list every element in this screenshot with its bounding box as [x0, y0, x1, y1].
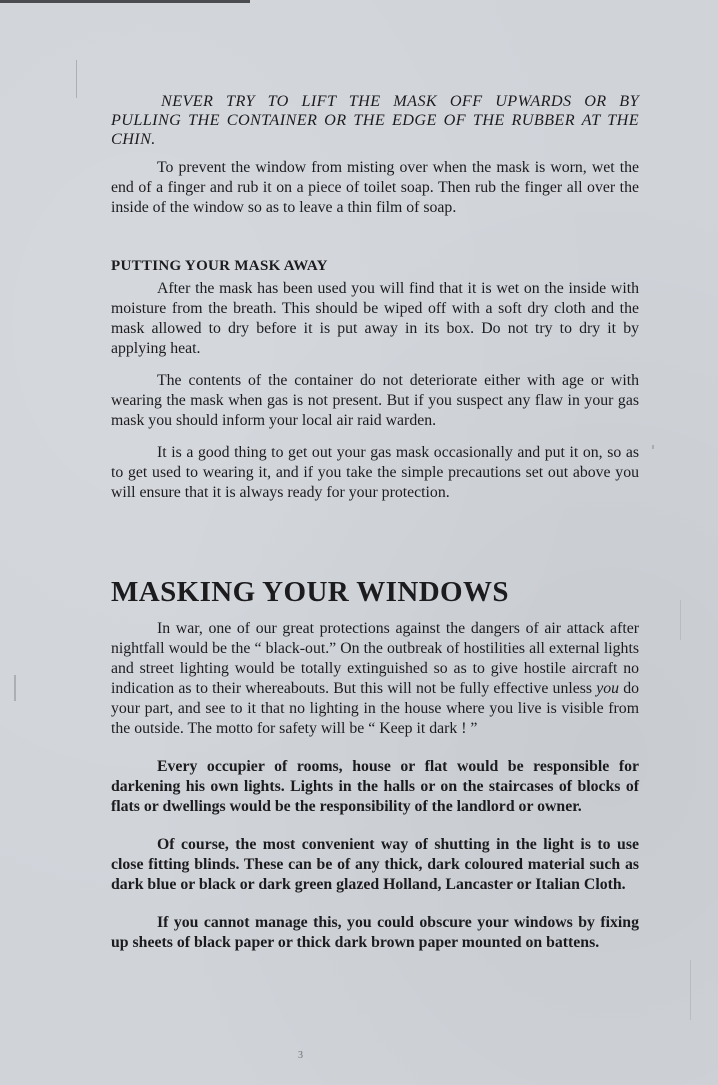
mask-warning: NEVER TRY TO LIFT THE MASK OFF UPWARDS OR BY PULLING THE CONTAINER OR THE EDGE OF THE RUBBER AT THE CHIN. [111, 92, 639, 148]
margin-speck [690, 960, 691, 1020]
putting-away-section [111, 258, 639, 503]
putting-away-paragraph-3: It is a good thing to get out your gas mask occasionally and put it on, so as to get used to wearing it, and if you take the simple precautions set out above you will ensure that it is always ready for your protection. [111, 444, 639, 501]
masking-windows-heading: MASKING YOUR WINDOWS [111, 576, 509, 608]
putting-away-heading: PUTTING YOUR MASK AWAY [111, 258, 328, 274]
masking-windows-section [111, 575, 639, 953]
masking-windows-paragraph-3: Of course, the most convenient way of shutting in the light is to use close fitting blinds. These can be of any thick, dark coloured material such as dark blue or black or dark green glazed Holland, Lancaster or Italian Cloth. [111, 836, 639, 893]
anti-mist-section [111, 158, 639, 218]
margin-speck [680, 600, 681, 640]
warning-block [111, 92, 639, 149]
putting-away-paragraph-1: After the mask has been used you will find that it is wet on the inside with moisture from the breath. This should be wiped off with a soft dry cloth and the mask allowed to dry before it is put away in its box. Do not try to dry it by applying heat. [111, 280, 639, 357]
bold-paragraph-group [111, 757, 639, 953]
anti-mist-paragraph: To prevent the window from misting over when the mask is worn, wet the end of a finger and rub it on a piece of toilet soap. Then rub the finger all over the inside of the window so as to leave a thin film of soap. [111, 159, 639, 216]
masking-windows-paragraph-1 [111, 619, 639, 739]
emphasis-you: you [596, 680, 620, 697]
margin-speck [652, 445, 654, 449]
top-edge-rule [0, 0, 250, 3]
margin-speck [76, 60, 77, 98]
page-number: 3 [298, 1050, 303, 1061]
blackout-text-start: In war, one of our great protections against the dangers of air attack after nightfall would be the “ black-out.” On the outbreak of hostilities all external lights and street lighting would be totally extinguished so as to give hostile aircraft no indication as to their whereabouts. But this will not be fully effective unless [111, 620, 639, 697]
masking-windows-paragraph-4: If you cannot manage this, you could obscure your windows by fixing up sheets of black paper or thick dark brown paper mounted on battens. [111, 914, 639, 951]
putting-away-paragraph-2: The contents of the container do not deteriorate either with age or with wearing the mask when gas is not present. But if you suspect any flaw in your gas mask you should inform your local air raid warden. [111, 372, 639, 429]
blackout-text-end: do your part, and see to it that no lighting in the house where you live is visible from the outside. The motto for safety will be “ Keep it dark ! ” [111, 680, 640, 737]
masking-windows-paragraph-2: Every occupier of rooms, house or flat would be responsible for darkening his own lights. Lights in the halls or on the staircases of blocks of flats or dwellings would be the responsibility of the landlord or owner. [111, 758, 639, 815]
margin-speck [14, 675, 16, 701]
